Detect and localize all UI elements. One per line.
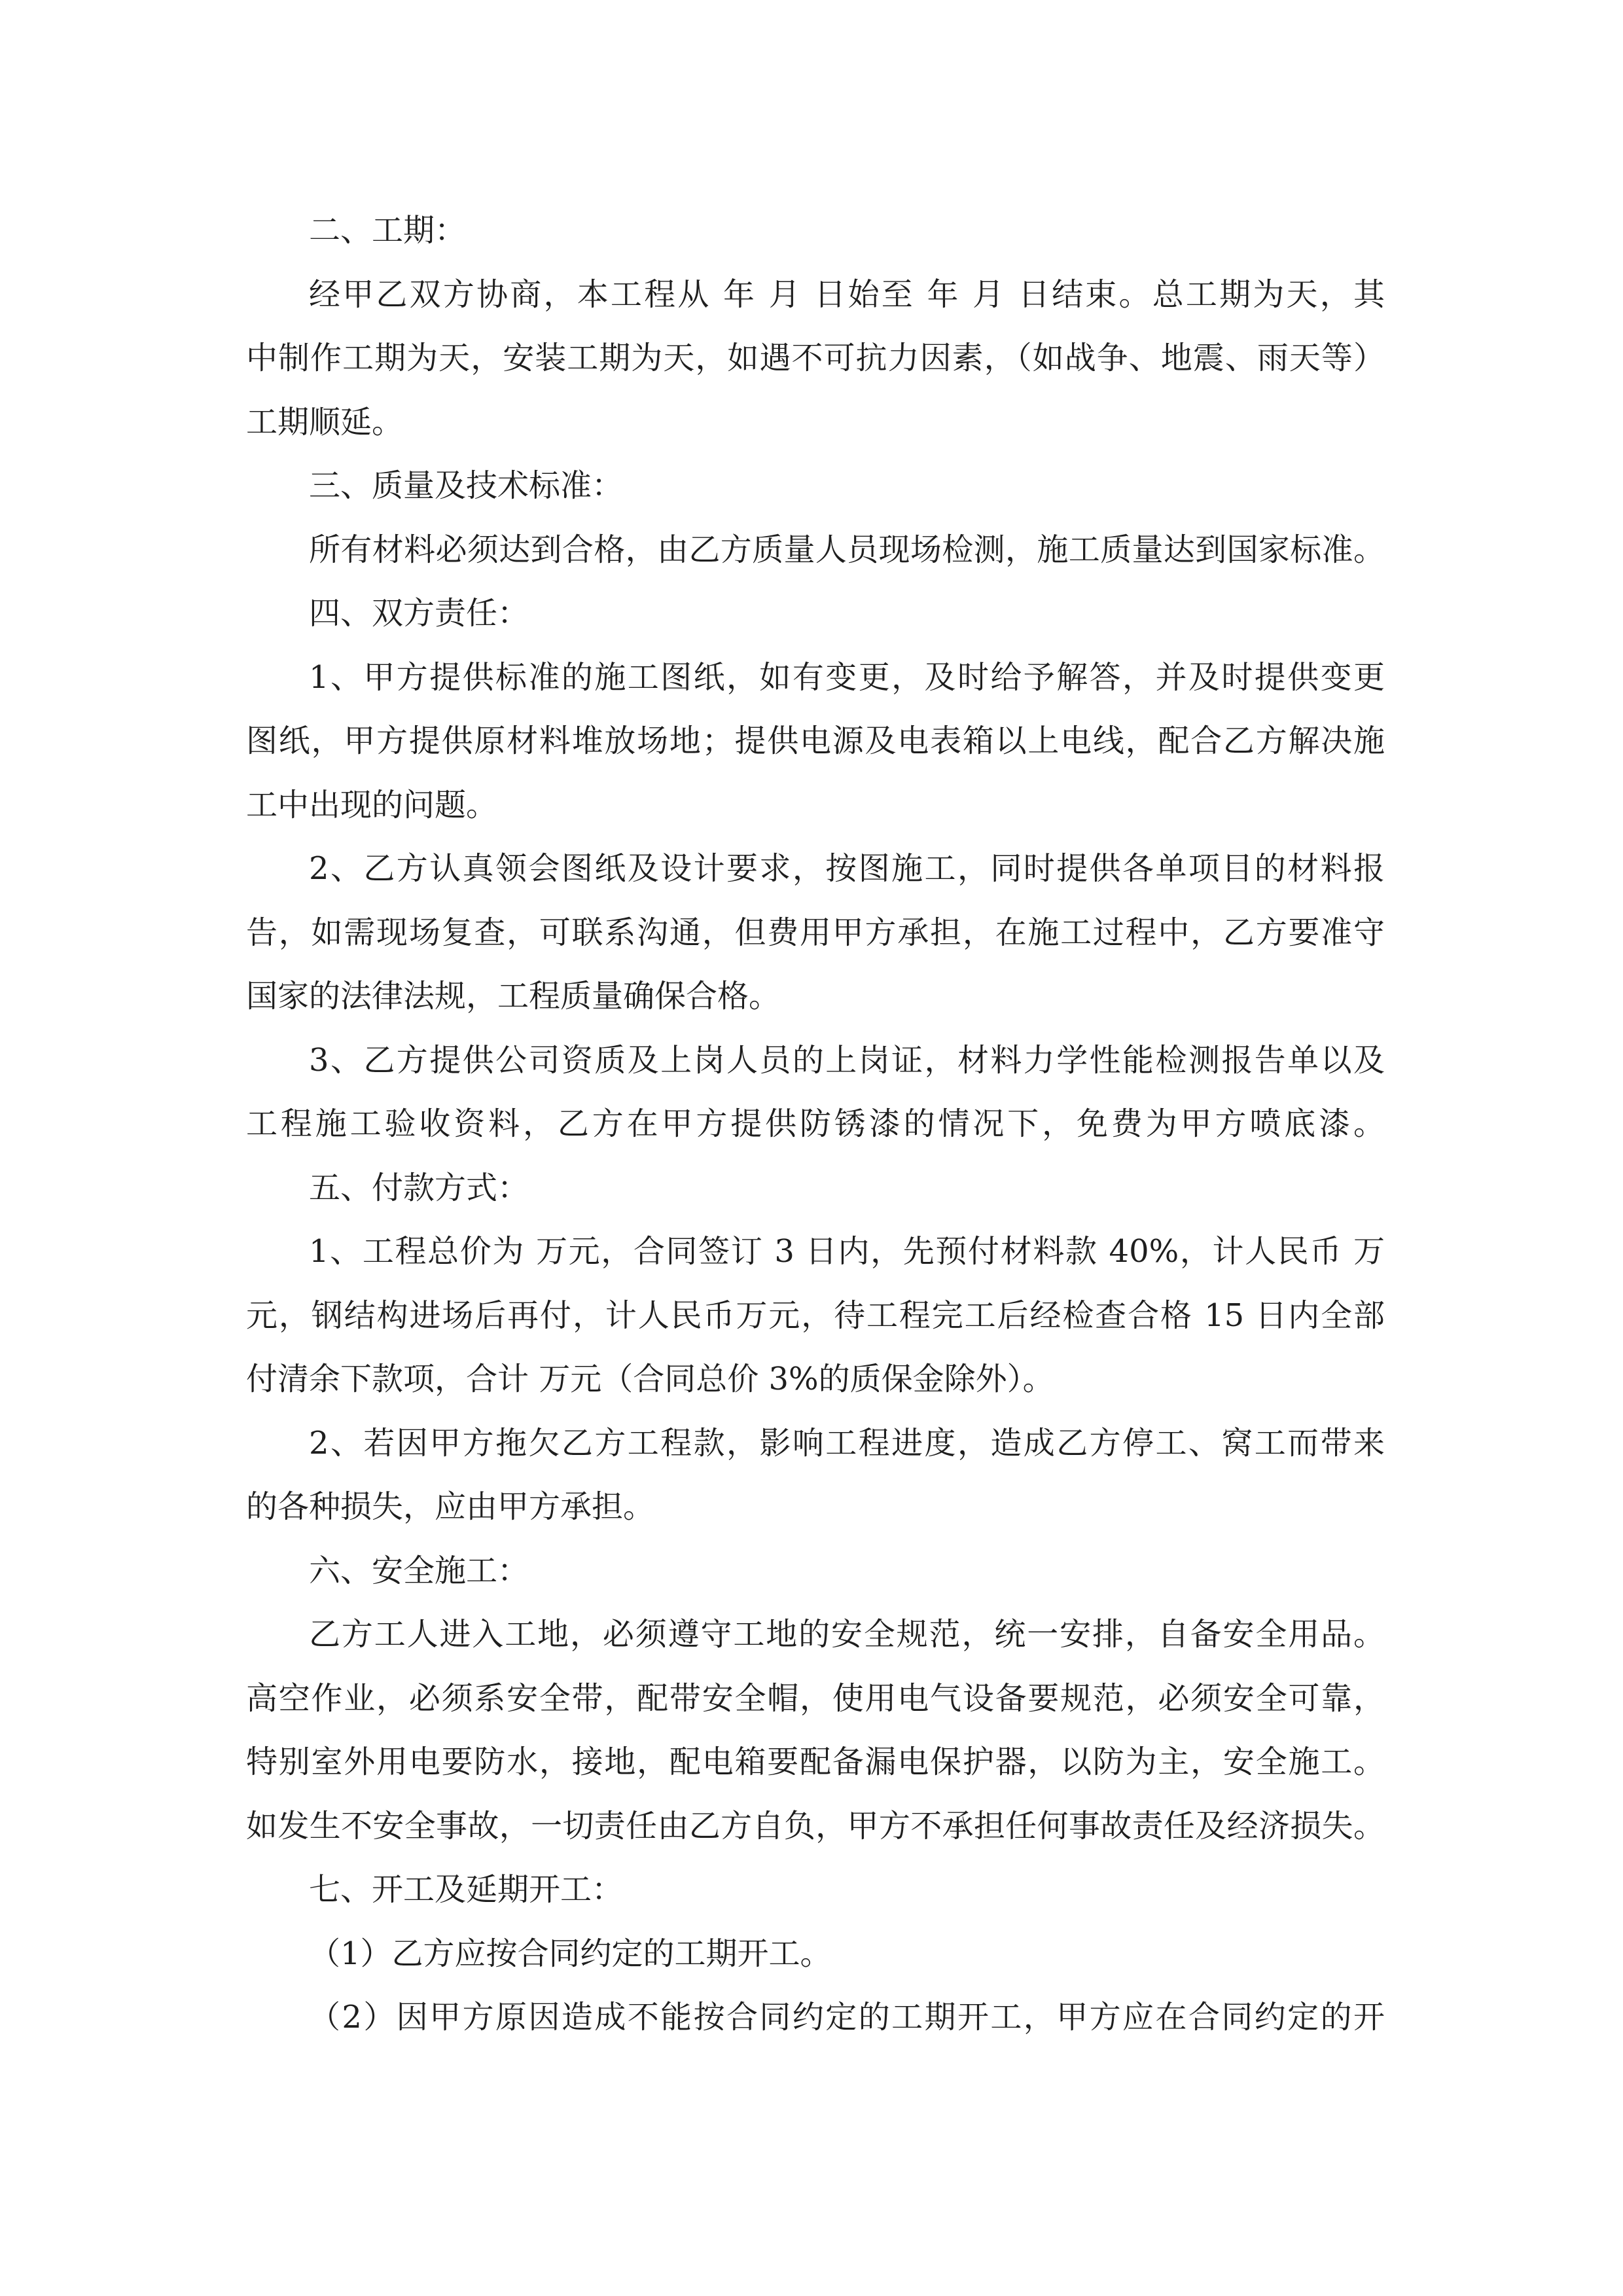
section-schedule — [246, 199, 1385, 454]
paragraph-line: 工程施工验收资料，乙方在甲方提供防锈漆的情况下，免费为甲方喷底漆。 — [246, 1105, 1385, 1142]
section-commencement — [246, 1858, 1385, 2050]
section-payment — [246, 1157, 1385, 1539]
paragraph-line: 所有材料必须达到合格，由乙方质量人员现场检测，施工质量达到国家标准。 — [309, 531, 1385, 568]
paragraph-line: 乙方工人进入工地，必须遵守工地的安全规范，统一安排，自备安全用品。 — [309, 1616, 1385, 1653]
paragraph-line: （2）因甲方原因造成不能按合同约定的工期开工，甲方应在合同约定的开 — [309, 1999, 1385, 2036]
paragraph-line: 如发生不安全事故，一切责任由乙方自负，甲方不承担任何事故责任及经济损失。 — [246, 1807, 1385, 1844]
paragraph — [246, 1603, 1385, 1858]
document-body — [246, 199, 1385, 2050]
paragraph-line: 国家的法律法规，工程质量确保合格。 — [246, 978, 781, 1014]
paragraph-line: （1）乙方应按合同约定的工期开工。 — [309, 1935, 832, 1972]
paragraph — [246, 837, 1385, 1029]
paragraph-line: 3、乙方提供公司资质及上岗人员的上岗证，材料力学性能检测报告单以及 — [309, 1041, 1385, 1079]
paragraph — [246, 1220, 1385, 1412]
section-heading: 六、安全施工： — [309, 1552, 529, 1589]
paragraph-line: 工中出现的问题。 — [246, 786, 498, 823]
paragraph — [246, 1922, 1385, 1986]
paragraph — [246, 263, 1385, 455]
section-heading: 五、付款方式： — [309, 1169, 529, 1206]
section-heading: 三、质量及技术标准： — [309, 467, 624, 504]
section-heading: 二、工期： — [309, 212, 467, 249]
paragraph-line: 中制作工期为天，安装工期为天，如遇不可抗力因素，（如战争、地震、雨天等） — [246, 340, 1385, 376]
paragraph-line: 2、若因甲方拖欠乙方工程款，影响工程进度，造成乙方停工、窝工而带来 — [309, 1424, 1385, 1462]
paragraph-line: 1、甲方提供标准的施工图纸，如有变更，及时给予解答，并及时提供变更 — [309, 658, 1385, 696]
section-responsibilities — [246, 582, 1385, 1157]
paragraph — [246, 646, 1385, 838]
paragraph-line: 1、工程总价为 万元，合同签订 3 日内，先预付材料款 40%，计人民币 万 — [309, 1233, 1385, 1270]
section-quality-standards — [246, 454, 1385, 582]
paragraph — [246, 1412, 1385, 1539]
paragraph-line: 2、乙方认真领会图纸及设计要求，按图施工，同时提供各单项目的材料报 — [309, 850, 1385, 887]
paragraph-line: 图纸，甲方提供原材料堆放场地；提供电源及电表箱以上电线，配合乙方解决施 — [246, 723, 1385, 759]
paragraph — [246, 1029, 1385, 1157]
section-safety — [246, 1539, 1385, 1859]
paragraph-line: 经甲乙双方协商，本工程从 年 月 日始至 年 月 日结束。总工期为天，其 — [309, 276, 1385, 313]
paragraph-line: 元，钢结构进场后再付，计人民币万元，待工程完工后经检查合格 15 日内全部 — [246, 1297, 1385, 1334]
paragraph-line: 付清余下款项，合计 万元（合同总价 3%的质保金除外）。 — [246, 1361, 1054, 1397]
section-heading: 四、双方责任： — [309, 595, 529, 632]
paragraph-line: 告，如需现场复查，可联系沟通，但费用甲方承担，在施工过程中，乙方要准守 — [246, 914, 1385, 951]
paragraph — [246, 1986, 1385, 2050]
paragraph-line: 高空作业，必须系安全带，配带安全帽，使用电气设备要规范，必须安全可靠， — [246, 1679, 1385, 1717]
paragraph-line: 特别室外用电要防水，接地，配电箱要配备漏电保护器，以防为主，安全施工。 — [246, 1744, 1385, 1780]
paragraph-line: 工期顺延。 — [246, 403, 404, 440]
section-heading: 七、开工及延期开工： — [309, 1871, 624, 1908]
paragraph — [246, 518, 1385, 583]
paragraph-line: 的各种损失，应由甲方承担。 — [246, 1488, 655, 1525]
